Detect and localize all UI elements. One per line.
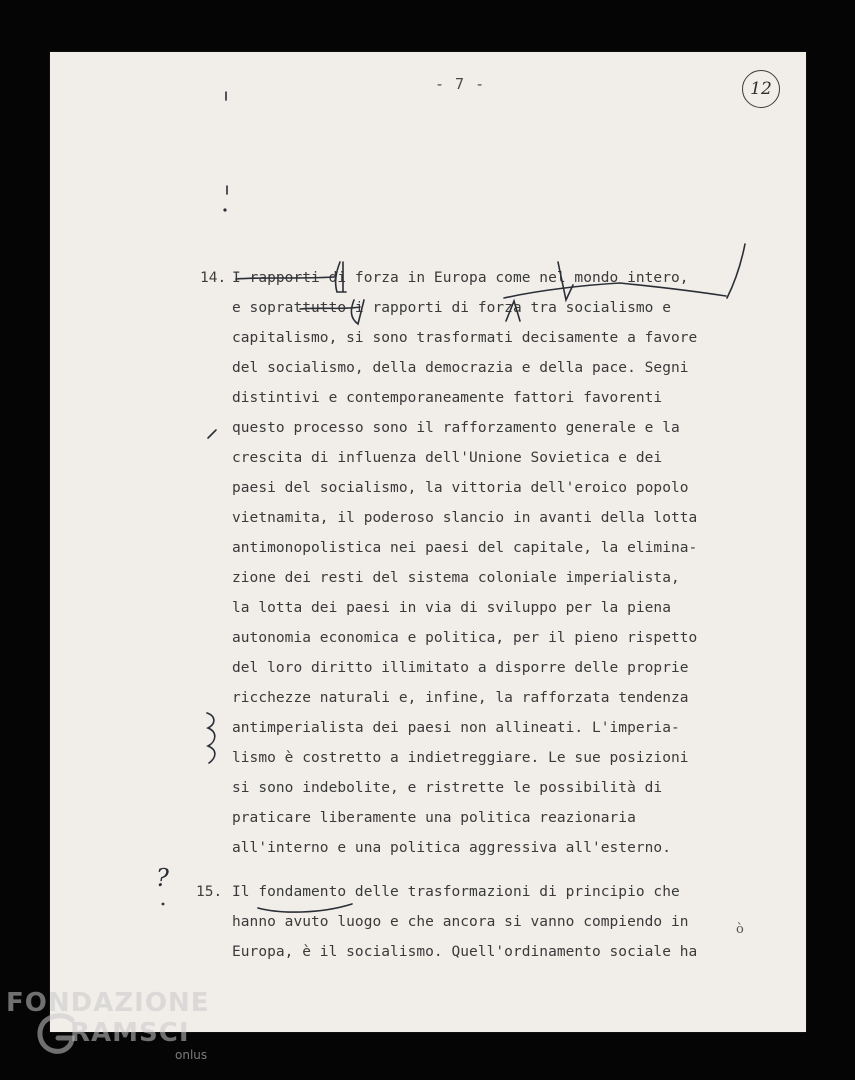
paragraph-number-15: 15. bbox=[196, 884, 223, 900]
text-line: crescita di influenza dell'Unione Sovietica e dei bbox=[232, 450, 663, 466]
text-line: I rapporti di forza in Europa come nel mondo intero, bbox=[232, 270, 689, 286]
text-line: Il fondamento delle trasformazioni di principio che bbox=[232, 884, 680, 900]
text-line: e soprattutto i rapporti di forza tra socialismo e bbox=[232, 300, 671, 316]
text-line: antimonopolistica nei paesi del capitale, la elimina- bbox=[232, 540, 698, 556]
text-line: vietnamita, il poderoso slancio in avanti della lotta bbox=[232, 510, 698, 526]
text-line: distintivi e contemporaneamente fattori favorenti bbox=[232, 390, 663, 406]
text-line: Europa, è il socialismo. Quell'ordinamento sociale ha bbox=[232, 944, 698, 960]
text-line: del socialismo, della democrazia e della pace. Segni bbox=[232, 360, 689, 376]
margin-accent-mark: ò bbox=[736, 922, 744, 937]
text-line: la lotta dei paesi in via di sviluppo per la piena bbox=[232, 600, 671, 616]
text-line: paesi del socialismo, la vittoria dell'eroico popolo bbox=[232, 480, 689, 496]
watermark-gramsci: RAMSCI bbox=[70, 1018, 190, 1048]
page-number: - 7 - bbox=[435, 75, 486, 93]
text-line: lismo è costretto a indietreggiare. Le sue posizioni bbox=[232, 750, 689, 766]
text-line: autonomia economica e politica, per il pieno rispetto bbox=[232, 630, 698, 646]
text-line: si sono indebolite, e ristrette le possibilità di bbox=[232, 780, 663, 796]
margin-question-mark: ? bbox=[156, 864, 169, 892]
text-line: praticare liberamente una politica reazionaria bbox=[232, 810, 636, 826]
text-line: capitalismo, si sono trasformati decisamente a favore bbox=[232, 330, 698, 346]
text-line: ricchezze naturali e, infine, la rafforzata tendenza bbox=[232, 690, 689, 706]
text-line: antimperialista dei paesi non allineati. L'imperia- bbox=[232, 720, 680, 736]
watermark-onlus: onlus bbox=[175, 1048, 208, 1062]
text-line: hanno avuto luogo e che ancora si vanno compiendo in bbox=[232, 914, 689, 930]
paragraph-number-14: 14. bbox=[200, 270, 227, 286]
watermark-fondazione: FONDAZIONE bbox=[6, 988, 210, 1018]
text-line: questo processo sono il rafforzamento generale e la bbox=[232, 420, 680, 436]
folio-number-circled: 12 bbox=[742, 70, 780, 108]
text-line: all'interno e una politica aggressiva all'esterno. bbox=[232, 840, 671, 856]
text-line: zione dei resti del sistema coloniale imperialista, bbox=[232, 570, 680, 586]
text-line: del loro diritto illimitato a disporre delle proprie bbox=[232, 660, 689, 676]
